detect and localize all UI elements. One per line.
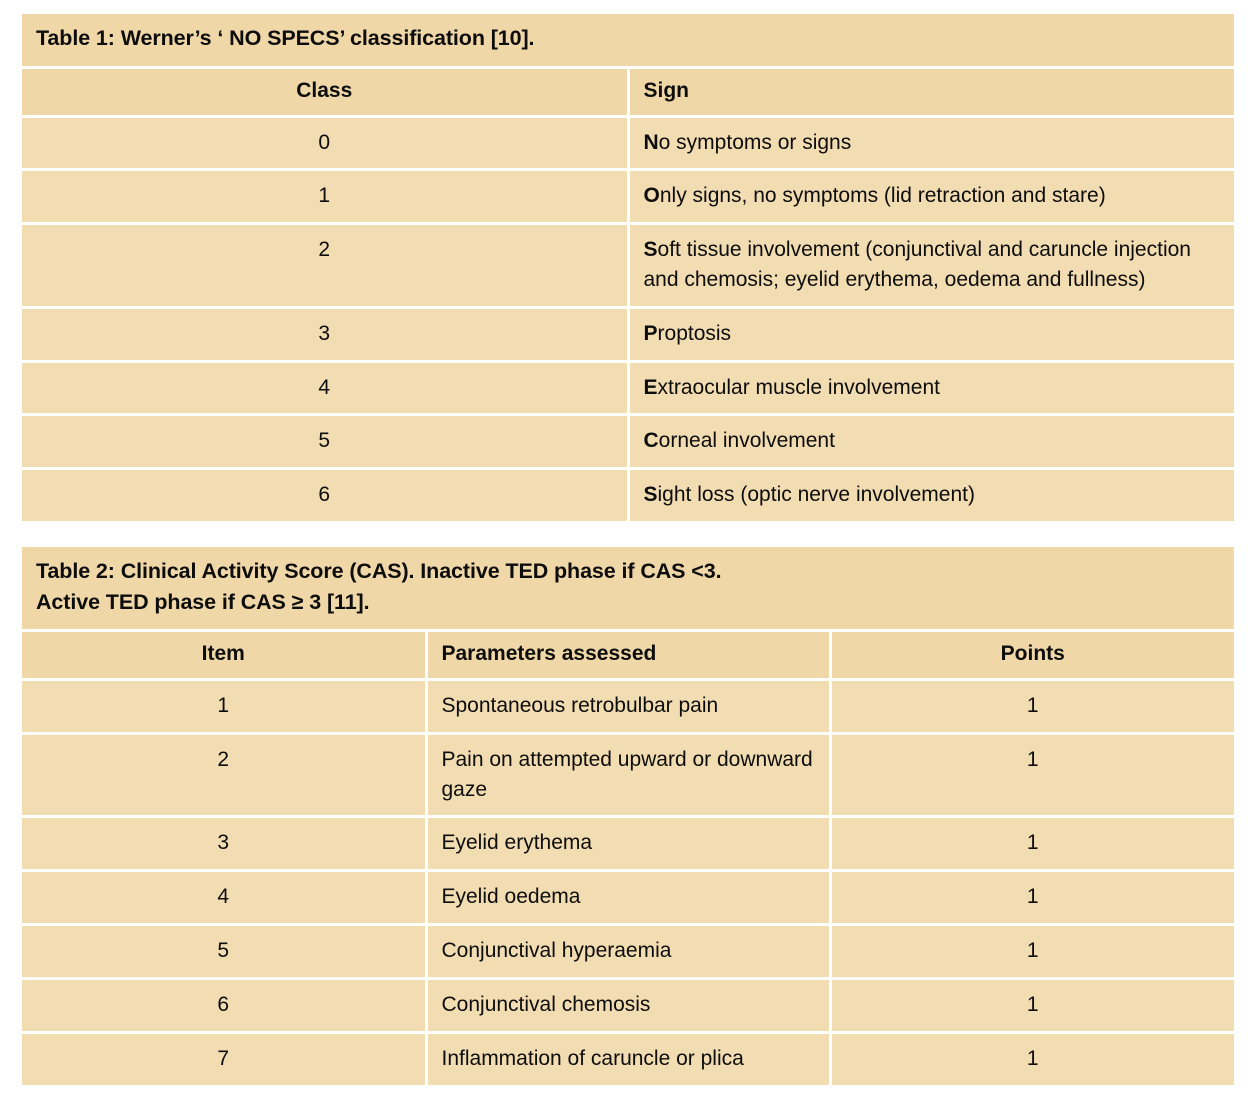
table-1-header-row [22,67,1234,116]
table-2-item-3: 4 [22,871,426,925]
table-spacer [22,521,1234,547]
table-2-caption-row [22,547,1234,631]
table-row [22,1032,1234,1084]
table-row [22,307,1234,361]
table-row [22,170,1234,224]
table-row [22,680,1234,734]
table-1-sign-rest-3: roptosis [657,321,732,345]
table-1-sign-6 [628,469,1234,521]
table-2-caption-line-2: Active TED phase if CAS ≥ 3 [11]. [36,589,370,614]
table-1-sign-rest-6: ight loss (optic nerve involvement) [657,483,975,507]
table-2-header-item: Item [22,631,426,680]
table-2-block [22,547,1234,1085]
table-1-sign-rest-2: oft tissue involvement (conjunctival and caruncle injection and chemosis; eyelid erythema, oedema and fullness) [643,238,1191,291]
table-2-points-2: 1 [830,817,1234,871]
clinical-activity-score-table [22,547,1234,1085]
table-1-sign-lead-5: C [643,429,659,453]
table-1-header-class: Class [22,67,628,116]
no-specs-classification-table [22,14,1234,521]
table-row [22,871,1234,925]
table-1-class-2: 2 [22,224,628,308]
table-1-sign-lead-2: S [643,238,658,262]
table-2-caption-line-1: Table 2: Clinical Activity Score (CAS). Inactive TED phase if CAS <3. [36,559,722,584]
table-row [22,361,1234,415]
table-row [22,978,1234,1032]
table-2-parameter-1: Pain on attempted upward or downward gaze [426,733,830,817]
table-2-header-row [22,631,1234,680]
table-1-sign-3 [628,307,1234,361]
table-2-parameter-4: Conjunctival hyperaemia [426,925,830,979]
table-1-class-1: 1 [22,170,628,224]
table-row [22,116,1234,170]
table-row [22,817,1234,871]
table-2-item-4: 5 [22,925,426,979]
table-row [22,224,1234,308]
table-1-sign-lead-0: N [643,130,659,154]
table-row [22,469,1234,521]
table-1-class-3: 3 [22,307,628,361]
table-1-sign-rest-0: o symptoms or signs [658,130,852,154]
table-2-parameter-0: Spontaneous retrobulbar pain [426,680,830,734]
table-1-class-4: 4 [22,361,628,415]
table-1-caption-row [22,14,1234,67]
table-1-sign-1 [628,170,1234,224]
table-1-sign-lead-6: S [643,483,658,507]
table-2-parameter-6: Inflammation of caruncle or plica [426,1032,830,1084]
table-1-sign-rest-4: xtraocular muscle involvement [657,375,940,399]
table-2-points-4: 1 [830,925,1234,979]
table-2-parameter-5: Conjunctival chemosis [426,978,830,1032]
table-1-header-sign: Sign [628,67,1234,116]
table-2-item-1: 2 [22,733,426,817]
table-1-sign-lead-4: E [643,375,658,399]
table-2-points-0: 1 [830,680,1234,734]
table-1-sign-5 [628,415,1234,469]
table-1-block [22,14,1234,521]
table-2-parameter-2: Eyelid erythema [426,817,830,871]
table-1-class-5: 5 [22,415,628,469]
table-1-sign-rest-1: nly signs, no symptoms (lid retraction and stare) [659,184,1106,208]
table-1-sign-lead-1: O [643,184,660,208]
table-1-sign-4 [628,361,1234,415]
table-1-sign-rest-5: orneal involvement [658,429,835,453]
table-1-class-0: 0 [22,116,628,170]
table-1-sign-0 [628,116,1234,170]
table-2-item-6: 7 [22,1032,426,1084]
table-1-sign-lead-3: P [643,321,658,345]
table-row [22,925,1234,979]
table-2-item-0: 1 [22,680,426,734]
table-2-header-points: Points [830,631,1234,680]
table-2-caption [22,547,1234,631]
table-1-sign-2 [628,224,1234,308]
table-row [22,733,1234,817]
table-1-caption: Table 1: Werner’s ‘ NO SPECS’ classification [10]. [22,14,1234,67]
table-2-points-3: 1 [830,871,1234,925]
table-row [22,415,1234,469]
table-2-points-5: 1 [830,978,1234,1032]
table-2-points-1: 1 [830,733,1234,817]
table-2-item-5: 6 [22,978,426,1032]
table-2-item-2: 3 [22,817,426,871]
table-2-parameter-3: Eyelid oedema [426,871,830,925]
table-2-points-6: 1 [830,1032,1234,1084]
table-1-class-6: 6 [22,469,628,521]
table-2-header-parameters: Parameters assessed [426,631,830,680]
